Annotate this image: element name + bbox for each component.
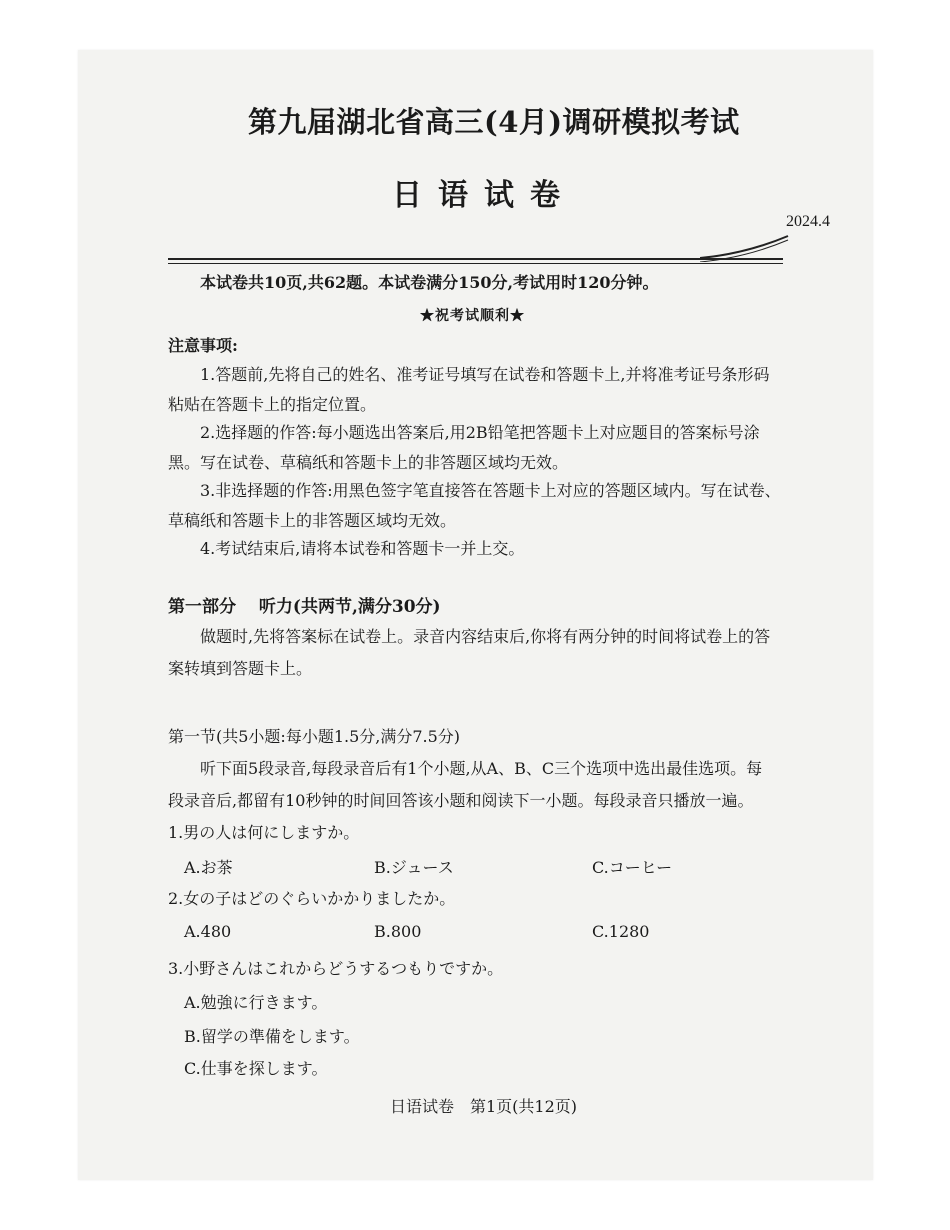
exam-intro: 本试卷共10页,共62题。本试卷满分150分,考试用时120分钟。 [200,273,659,292]
question-2: 2.女の子はどのぐらいかかりましたか。 [168,889,456,908]
q3-option-a: A.勉強に行きます。 [184,993,328,1012]
q2-option-c: C.1280 [592,922,650,941]
exam-title: 第九届湖北省高三(4月)调研模拟考试 [248,105,740,139]
question-1: 1.男の人は何にしますか。 [168,823,360,842]
part1-heading: 第一部分 听力(共两节,满分30分) [168,597,441,617]
question-3: 3.小野さんはこれからどうするつもりですか。 [168,959,504,978]
q2-option-b: B.800 [374,922,422,941]
q3-option-c: C.仕事を探します。 [184,1059,328,1078]
q3-option-b: B.留学の準備をします。 [184,1027,360,1046]
part1-desc: 案转填到答题卡上。 [168,659,313,678]
section1-desc: 听下面5段录音,每段录音后有1个小题,从A、B、C三个选项中选出最佳选项。每 [200,759,763,778]
exam-date: 2024.4 [786,213,830,230]
notice-line: 粘贴在答题卡上的指定位置。 [168,395,377,414]
notice-line: 2.选择题的作答:每小题选出答案后,用2B铅笔把答题卡上对应题目的答案标号涂 [200,423,760,442]
q2-option-a: A.480 [184,922,232,941]
part1-desc: 做题时,先将答案标在试卷上。录音内容结束后,你将有两分钟的时间将试卷上的答 [200,627,771,646]
q1-option-a: A.お茶 [184,858,233,877]
notice-line: 草稿纸和答题卡上的非答题区域均无效。 [168,511,457,530]
q1-option-b: B.ジュース [374,858,454,877]
notice-line: 4.考试结束后,请将本试卷和答题卡一并上交。 [200,539,525,558]
notice-line: 1.答题前,先将自己的姓名、准考证号填写在试卷和答题卡上,并将准考证号条形码 [200,365,770,384]
exam-subtitle: 日语试卷 [392,178,576,213]
notice-title: 注意事项: [168,336,238,355]
notice-line: 3.非选择题的作答:用黑色签字笔直接答在答题卡上对应的答题区域内。写在试卷、 [200,481,781,500]
notice-line: 黑。写在试卷、草稿纸和答题卡上的非答题区域均无效。 [168,453,569,472]
section1-heading: 第一节(共5小题:每小题1.5分,满分7.5分) [168,727,461,746]
q1-option-c: C.コーヒー [592,858,673,877]
section1-desc: 段录音后,都留有10秒钟的时间回答该小题和阅读下一小题。每段录音只播放一遍。 [168,791,754,810]
page-footer: 日语试卷 第1页(共12页) [390,1097,578,1116]
header-rule-thin [168,263,783,264]
header-rule [168,258,783,260]
good-luck-text: ★祝考试顺利★ [420,308,525,324]
